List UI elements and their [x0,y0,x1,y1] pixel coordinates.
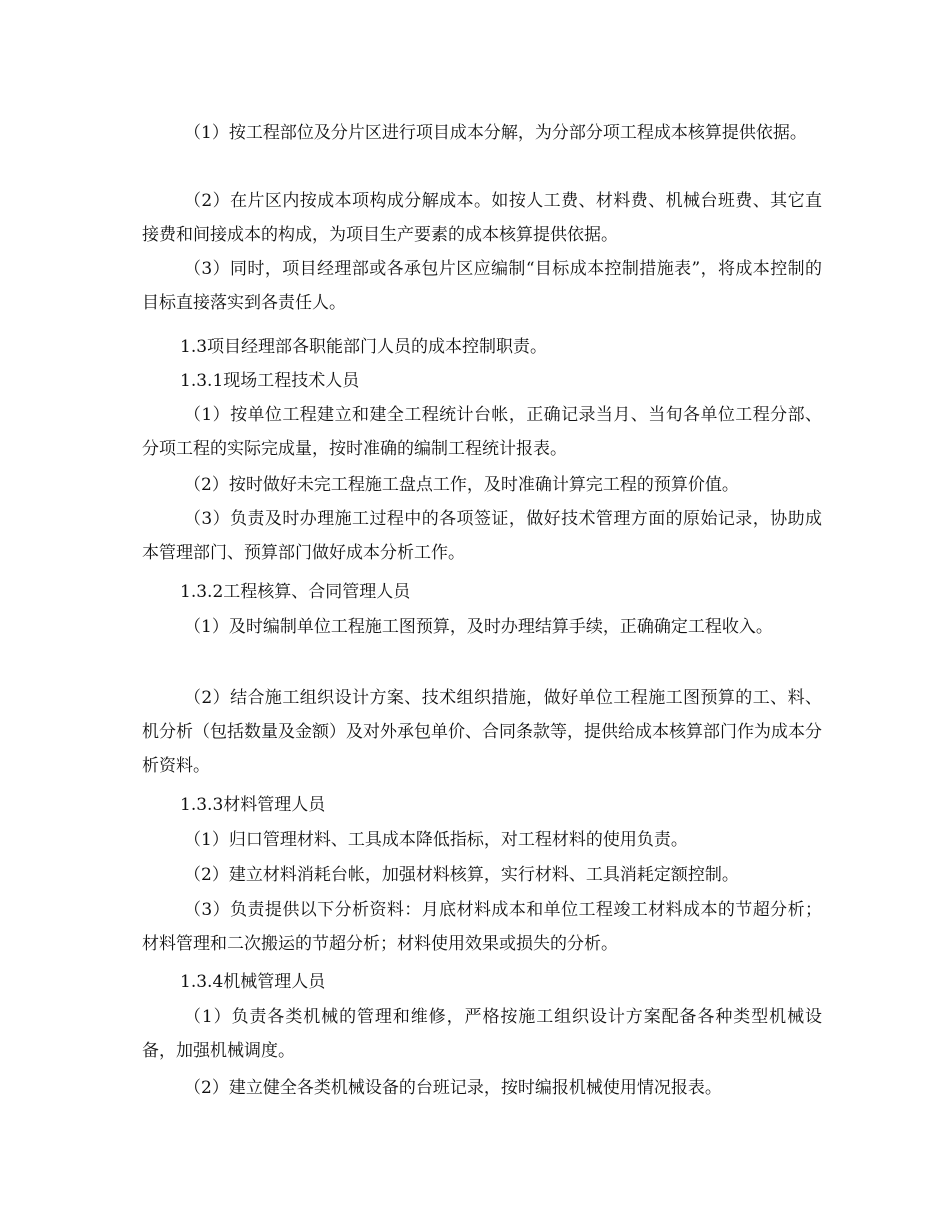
paragraph: （1）负责各类机械的管理和维修，严格按施工组织设计方案配备各种类型机械设备，加强机械调度。 [142,1007,822,1061]
section-heading: 1.3项目经理部各职能部门人员的成本控制职责。 [180,337,548,357]
paragraph: （2）建立健全各类机械设备的台班记录，按时编报机械使用情况报表。 [184,1078,722,1098]
paragraph: （2）按时做好未完工程施工盘点工作，及时准确计算完工程的预算价值。 [184,475,739,495]
subsection-heading: 1.3.3材料管理人员 [180,795,326,815]
subsection-heading: 1.3.4机械管理人员 [180,972,326,992]
subsection-heading: 1.3.2工程核算、合同管理人员 [180,582,411,602]
paragraph: （1）按工程部位及分片区进行项目成本分解，为分部分项工程成本核算提供依据。 [184,123,807,143]
paragraph: （1）按单位工程建立和建全工程统计台帐，正确记录当月、当旬各单位工程分部、分项工程的实际完成量，按时准确的编制工程统计报表。 [142,405,822,459]
paragraph: （3）负责提供以下分析资料：月底材料成本和单位工程竣工材料成本的节超分析；材料管理和二次搬运的节超分析；材料使用效果或损失的分析。 [142,900,822,954]
paragraph: （2）结合施工组织设计方案、技术组织措施，做好单位工程施工图预算的工、料、机分析（包括数量及金额）及对外承包单价、合同条款等，提供给成本核算部门作为成本分析资料。 [142,688,822,776]
paragraph: （1）归口管理材料、工具成本降低指标，对工程材料的使用负责。 [184,830,688,850]
paragraph: （2）在片区内按成本项构成分解成本。如按人工费、材料费、机械台班费、其它直接费和间接成本的构成，为项目生产要素的成本核算提供依据。 [142,191,822,245]
paragraph: （2）建立材料消耗台帐，加强材料核算，实行材料、工具消耗定额控制。 [184,865,739,885]
paragraph: （3）同时，项目经理部或各承包片区应编制“目标成本控制措施表”，将成本控制的目标直接落实到各责任人。 [142,259,822,313]
paragraph: （3）负责及时办理施工过程中的各项签证，做好技术管理方面的原始记录，协助成本管理部门、预算部门做好成本分析工作。 [142,509,822,563]
subsection-heading: 1.3.1现场工程技术人员 [180,371,360,391]
paragraph: （1）及时编制单位工程施工图预算，及时办理结算手续，正确确定工程收入。 [184,617,773,637]
